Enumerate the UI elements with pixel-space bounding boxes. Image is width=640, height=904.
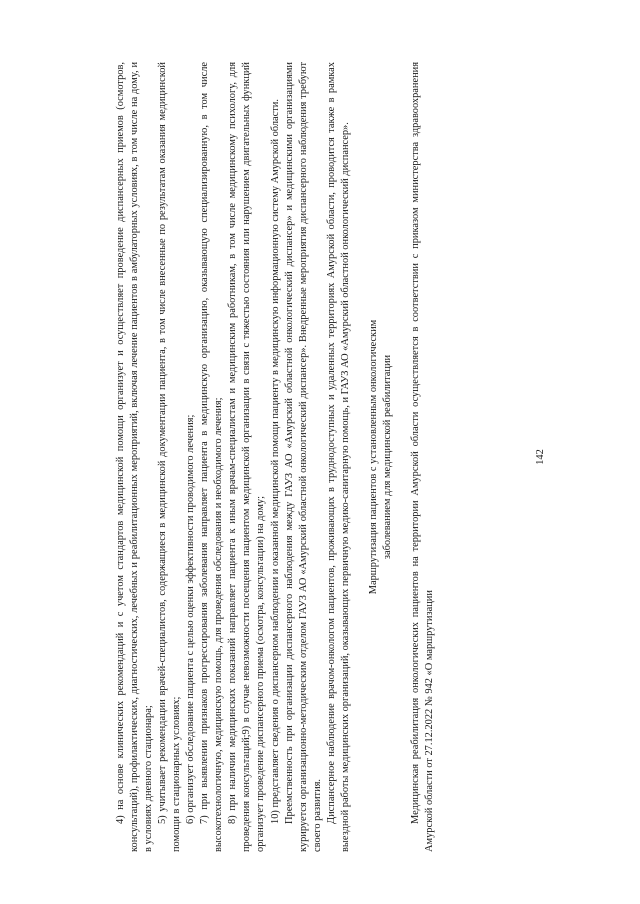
paragraph-rehabilitation: Медицинская реабилитация онкологических пациентов на территории Амурской области осуществляется в соответствии с приказом министерства здравоохранения Амурской области от 27.12.2022 № 942 «О маршрутизации xyxy=(409,62,435,852)
rotated-page-content xyxy=(114,62,594,852)
spacer xyxy=(353,62,367,852)
list-item-5: 5) учитывает рекомендации врачей-специалистов, содержащиеся в медицинской документации пациента, в том числе внесенные по результатам оказания медицинской помощи в стационарных условиях; xyxy=(157,62,183,852)
list-item-6: 6) организует обследование пациента с целью оценки эффективности проводимого лечения; xyxy=(185,414,197,824)
section-heading-line-1: Маршрутизация пациентов с установленным онкологическим xyxy=(367,319,379,595)
list-item-4: 4) на основе клинических рекомендаций и с учетом стандартов медицинской помощи организует и осуществляет проведение диспансерных приемов (осмотров, консультаций), профилактических, диагностических, лечебных и реабилитационных мероприятий, включая лечение пациентов в амбулаторных условиях, в том числе на дому, и в условиях дневного стационара; xyxy=(115,62,155,852)
spacer xyxy=(395,62,409,852)
list-item-7: 7) при выявлении признаков прогрессирования заболевания направляет пациента в медицинскую организацию, оказывающую специализированную, в том числе высокотехнологичную, медицинскую помощь, для проведения обследования и необходимого лечения; xyxy=(199,62,225,852)
paragraph-continuity: Преемственность при организации диспансерного наблюдения между ГАУЗ АО «Амурский областной онкологический диспансер» и медицинскими организациями курируется организационно-методическим отделом ГАУЗ АО «Амурский областной онкологический диспансер». Внедренные мероприятия диспансерного наблюдения требуют своего развития. xyxy=(283,62,323,852)
list-item-8-9: 8) при наличии медицинских показаний направляет пациента к иным врачам-специалистам и медицинским работникам, в том числе медицинскому психологу, для проведения консультаций;9) в случае невозможности посещения пациентом медицинской организации в связи с тяжестью состояния или нарушением двигательных функций организует проведение диспансерного приема (осмотра, консультации) на дому; xyxy=(227,62,267,852)
list-item-10: 10) представляет сведения о диспансерном наблюдении и оказанной медицинской помощи пациенту в медицинскую информационную систему Амурской области. xyxy=(269,99,281,824)
document-body xyxy=(114,62,437,852)
paragraph-remote-territories: Диспансерное наблюдение врачом-онкологом пациентов, проживающих в труднодоступных и удаленных территориях Амурской области, проводится также в рамках выездной работы медицинских организаций, оказывающих первичную медико-санитарную помощь, и ГАУЗ АО «Амурский областной онкологический диспансер». xyxy=(325,62,351,852)
section-heading-line-2: заболеванием для медицинской реабилитации xyxy=(381,354,393,560)
page-number: 142 xyxy=(535,449,546,465)
